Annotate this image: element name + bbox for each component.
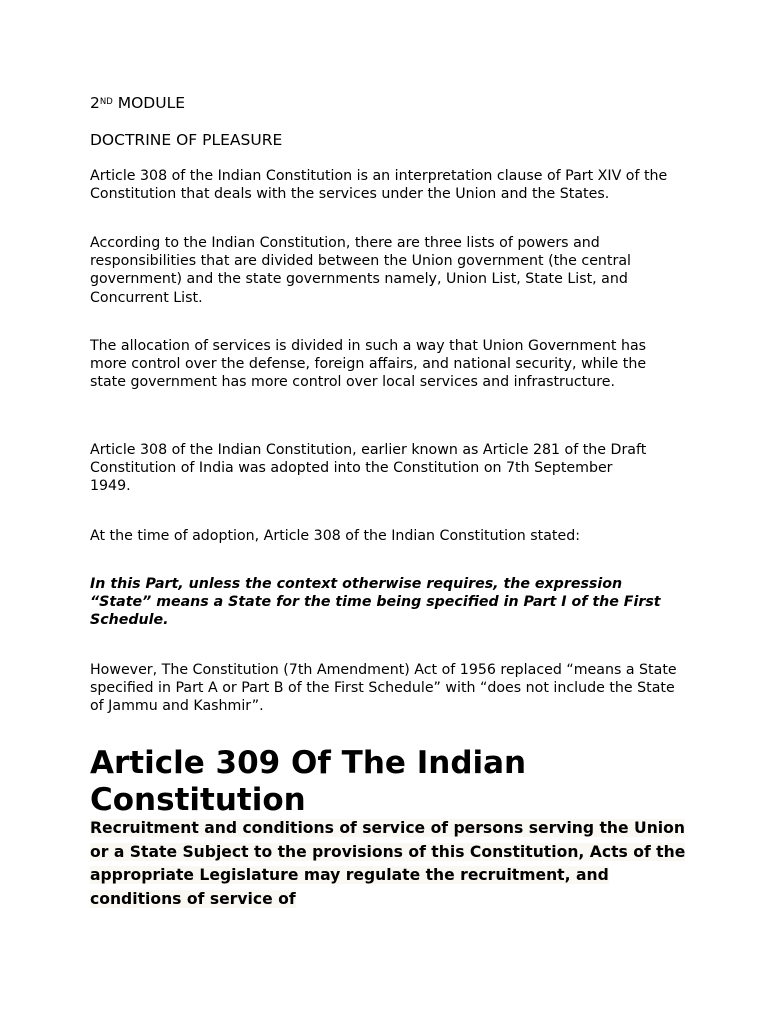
- paragraph: At the time of adoption, Article 308 of the Indian Constitution stated:: [90, 528, 581, 544]
- paragraph: Article 308 of the Indian Constitution is an interpretation clause of Part XIV of the Constitution that deals with the services under the Union and the States.: [90, 168, 668, 203]
- module-number-suffix: ND: [99, 97, 113, 107]
- module-label: MODULE: [117, 94, 186, 112]
- paragraph: Article 308 of the Indian Constitution, earlier known as Article 281 of the Draft Constitution of India was adopted into the Constitution on 7th September 1949.: [90, 442, 647, 495]
- paragraph: According to the Indian Constitution, there are three lists of powers and responsibilities that are divided between the Union government (the central government) and the state governments namely, Union List, State List, and Concurrent List.: [90, 235, 631, 306]
- paragraph: The allocation of services is divided in such a way that Union Government has more control over the defense, foreign affairs, and national security, while the state government has more control over local services and infrastructure.: [90, 338, 647, 391]
- module-heading: [90, 94, 185, 112]
- quoted-article-text: In this Part, unless the context otherwise requires, the expression “State” means a State for the time being specified in Part I of the First Schedule.: [90, 576, 661, 629]
- article-heading: Article 309 Of The Indian Constitution: [90, 745, 527, 818]
- article-subtext: [90, 817, 690, 911]
- module-number: 2: [90, 94, 100, 112]
- doctrine-title: DOCTRINE OF PLEASURE: [90, 131, 283, 149]
- paragraph: However, The Constitution (7th Amendment) Act of 1956 replaced “means a State specified in Part A or Part B of the First Schedule” with “does not include the State of Jammu and Kashmir”.: [90, 662, 677, 715]
- article-subtext-highlight: Recruitment and conditions of service of persons serving the Union or a State Subject to the provisions of this Constitution, Acts of the appropriate Legislature may regulate the recruitment, and conditions of service of: [90, 819, 686, 908]
